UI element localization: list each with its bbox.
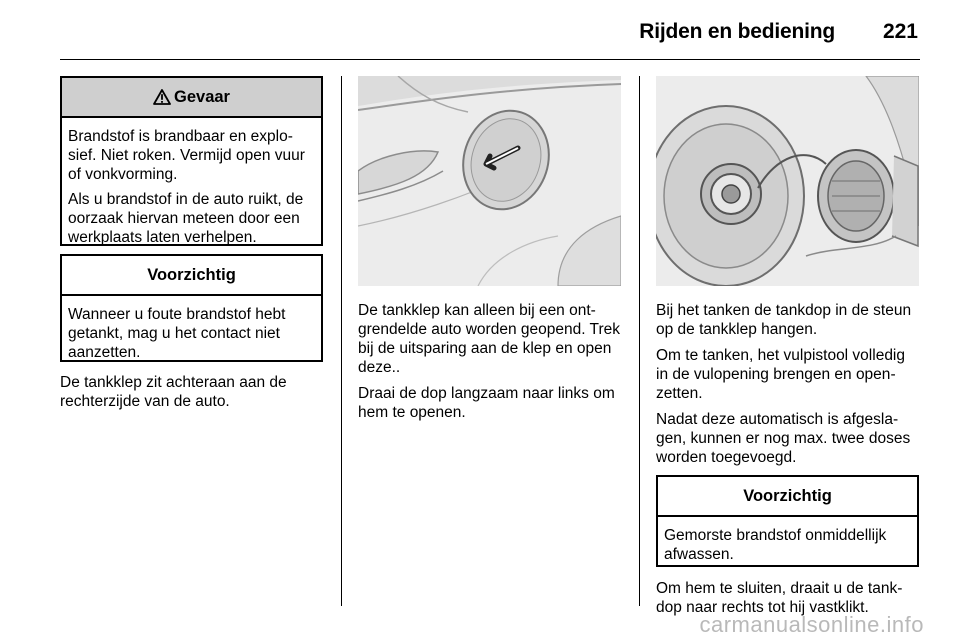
left-column (60, 76, 323, 418)
page-title: Rijden en bediening (639, 20, 835, 43)
warning-triangle-icon (153, 89, 171, 105)
watermark-text: carmanualsonline.info (699, 612, 924, 637)
caution-box-body (658, 517, 917, 572)
danger-paragraph: Als u brandstof in de auto ruikt, de oorzaak hiervan meteen door een werkplaats laten verhelpen. (68, 191, 304, 246)
caution-box-body (62, 296, 321, 370)
caution-paragraph: Gemorste brandstof onmiddellijk afwassen. (664, 527, 887, 563)
caution-box-heading: Voorzichtig (658, 477, 917, 517)
caution-paragraph: Wanneer u foute brandstof hebt getankt, mag u het contact niet aanzetten. (68, 306, 286, 361)
column-divider-2 (639, 76, 640, 606)
body-paragraph: De tankklep kan alleen bij een ontgrendelde auto worden geopend. Trek bij de uitsparing aan de klep en open deze.. (358, 302, 620, 376)
body-paragraph: Draai de dop langzaam naar links om hem te openen. (358, 385, 615, 421)
danger-heading-text: Gevaar (174, 87, 230, 106)
fuel-flap-illustration (358, 76, 621, 286)
middle-column (358, 76, 621, 429)
page-number: 221 (882, 20, 918, 43)
fuel-cap-figure (656, 76, 919, 286)
danger-box (60, 76, 323, 246)
caution-box-right (656, 475, 919, 567)
page-header (0, 0, 960, 60)
header-divider (60, 59, 920, 60)
body-paragraph: Om te tanken, het vulpistool volledig in de vulopening brengen en openzetten. (656, 347, 905, 402)
body-paragraph: Nadat deze automatisch is afgeslagen, kunnen er nog max. twee doses worden toegevoegd. (656, 411, 911, 466)
right-column (656, 76, 919, 624)
body-paragraph: Om hem te sluiten, draait u de tankdop naar rechts tot hij vastklikt. (656, 580, 903, 616)
danger-box-heading (62, 78, 321, 118)
caution-box-heading: Voorzichtig (62, 256, 321, 296)
body-paragraph: De tankklep zit achteraan aan de rechterzijde van de auto. (60, 374, 287, 410)
fuel-flap-figure (358, 76, 621, 286)
body-paragraph: Bij het tanken de tankdop in de steun op de tankklep hangen. (656, 302, 912, 338)
caution-box-left (60, 254, 323, 362)
column-divider-1 (341, 76, 342, 606)
danger-box-body (62, 118, 321, 255)
danger-paragraph: Brandstof is brandbaar en explosief. Niet roken. Vermijd open vuur of vonkvorming. (68, 128, 305, 183)
fuel-cap-illustration (656, 76, 919, 286)
